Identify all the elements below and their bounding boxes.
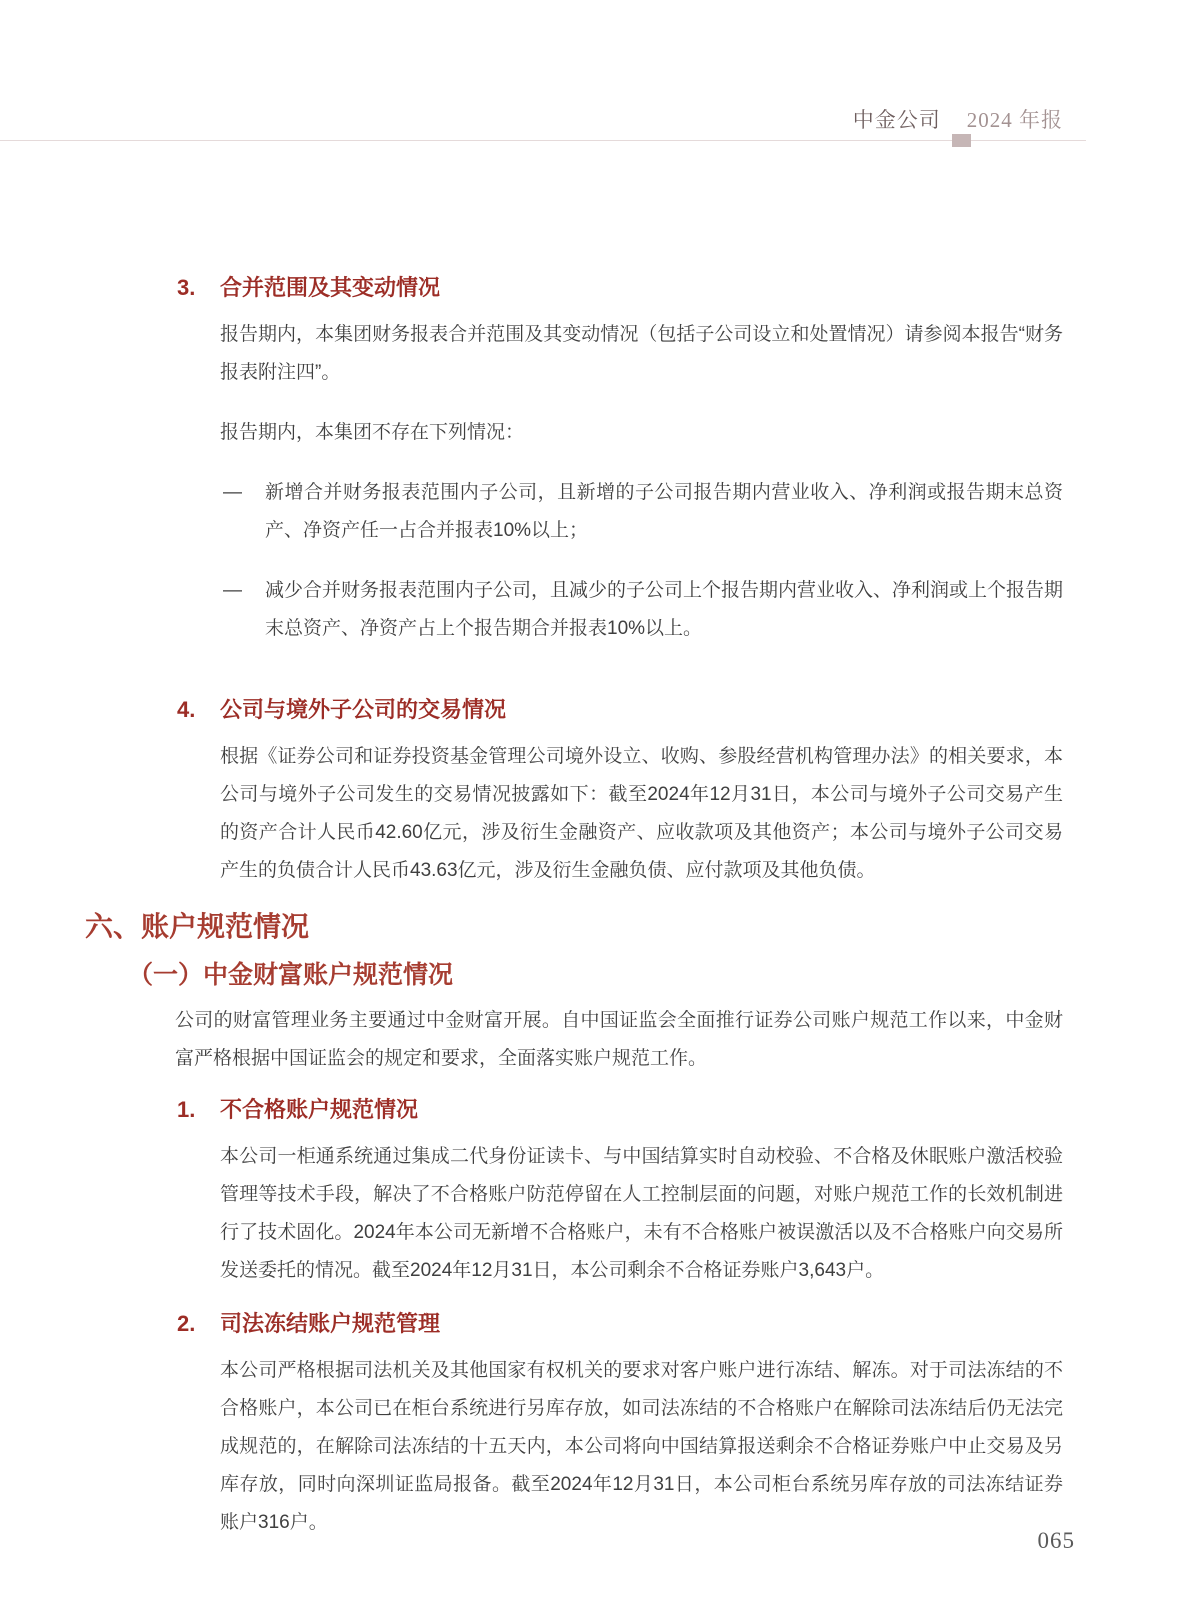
company-name: 中金公司 [852,108,941,132]
section3-intro: 报告期内，本集团不存在下列情况： [220,422,525,443]
bullet-dash: — [223,482,242,503]
main-content [0,272,1190,1542]
section3-heading [177,272,1063,304]
subsection-paragraph: 公司的财富管理业务主要通过中金财富开展。自中国证监会全面推行证券公司账户规范工作以来，中金财富严格根据中国证监会的规定和要求，全面落实账户规范工作。 [175,1010,1063,1069]
section6-title: 六、账户规范情况 [85,911,310,942]
section-overseas-transactions [0,694,1190,890]
item1-number: 1. [177,1097,196,1122]
header-divider [0,140,1086,141]
item1-heading [177,1094,1063,1126]
section3-bullet-2 [223,572,1063,648]
item2-title: 司法冻结账户规范管理 [220,1311,441,1336]
subsection-ciccwealth-title: （一）中金财富账户规范情况 [128,961,454,989]
section3-title: 合并范围及其变动情况 [220,275,441,300]
page-header [853,104,1063,134]
section4-number: 4. [177,697,196,722]
bullet-text: 减少合并财务报表范围内子公司，且减少的子公司上个报告期内营业收入、净利润或上个报告期末总资产、净资产占上个报告期合并报表10%以上。 [265,580,1064,639]
item1-paragraph: 本公司一柜通系统通过集成二代身份证读卡、与中国结算实时自动校验、不合格及休眠账户激活校验管理等技术手段，解决了不合格账户防范停留在人工控制层面的问题，对账户规范工作的长效机制进行了技术固化。2024年本公司无新增不合格账户，未有不合格账户被误激活以及不合格账户向交易所发送委托的情况。截至2024年12月31日，本公司剩余不合格证券账户3,643户。 [220,1146,1063,1281]
section3-number: 3. [177,275,196,300]
section4-paragraph: 根据《证券公司和证券投资基金管理公司境外设立、收购、参股经营机构管理办法》的相关要求，本公司与境外子公司发生的交易情况披露如下：截至2024年12月31日，本公司与境外子公司交易产生的资产合计人民币42.60亿元，涉及衍生金融资产、应收款项及其他资产；本公司与境外子公司交易产生的负债合计人民币43.63亿元，涉及衍生金融负债、应付款项及其他负债。 [220,746,1063,881]
section4-title: 公司与境外子公司的交易情况 [220,697,507,722]
page-number: 065 [1037,1528,1075,1553]
section3-bullet-1 [223,474,1063,550]
bullet-text: 新增合并财务报表范围内子公司，且新增的子公司报告期内营业收入、净利润或报告期末总资产、净资产任一占合并报表10%以上； [265,482,1063,541]
bullet-dash: — [223,580,242,601]
item2-heading [177,1308,1063,1340]
section3-paragraph: 报告期内，本集团财务报表合并范围及其变动情况（包括子公司设立和处置情况）请参阅本报告“财务报表附注四”。 [220,324,1063,383]
header-divider-marker [952,134,971,147]
section-consolidation-scope [0,272,1190,648]
item1-title: 不合格账户规范情况 [220,1097,419,1122]
item2-number: 2. [177,1311,196,1336]
section4-heading [177,694,1063,726]
section-account-standardization [0,908,1190,1542]
item2-paragraph: 本公司严格根据司法机关及其他国家有权机关的要求对客户账户进行冻结、解冻。对于司法冻结的不合格账户，本公司已在柜台系统进行另库存放，如司法冻结的不合格账户在解除司法冻结后仍无法完成规范的，在解除司法冻结的十五天内，本公司将向中国结算报送剩余不合格证券账户中止交易及另库存放，同时向深圳证监局报备。截至2024年12月31日，本公司柜台系统另库存放的司法冻结证券账户316户。 [220,1360,1063,1533]
report-edition: 2024 年报 [966,108,1063,132]
